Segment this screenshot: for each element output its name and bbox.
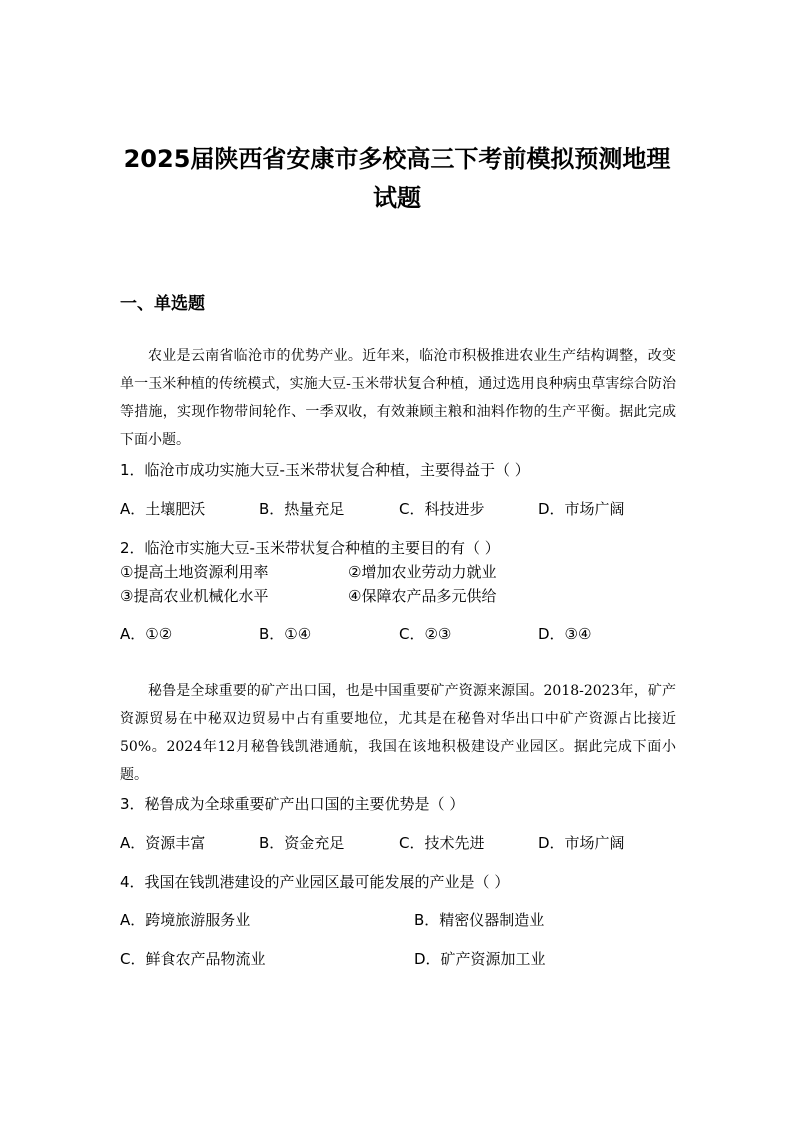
question-2-statement-2: ②增加农业劳动力就业 bbox=[348, 563, 497, 581]
question-4-option-b: B．精密仪器制造业 bbox=[414, 911, 545, 929]
question-1-option-b: B．热量充足 bbox=[259, 500, 345, 518]
passage-1: 农业是云南省临沧市的优势产业。近年来，临沧市积极推进农业生产结构调整，改变单一玉米种植的传统模式，实施大豆-玉米带状复合种植，通过选用良种病虫草害综合防治等措施，实现作物带间轮作、一季双收，有效兼顾主粮和油料作物的生产平衡。据此完成下面小题。 bbox=[120, 348, 676, 448]
question-4-option-d: D．矿产资源加工业 bbox=[414, 950, 546, 968]
question-2-statement-4: ④保障农产品多元供给 bbox=[348, 587, 497, 605]
question-1-option-c: C．科技进步 bbox=[399, 500, 485, 518]
question-1-option-a: A．土壤肥沃 bbox=[120, 500, 206, 518]
question-1-option-d: D．市场广阔 bbox=[538, 500, 625, 518]
question-4-stem: 4．我国在钱凯港建设的产业园区最可能发展的产业是（ ） bbox=[120, 873, 510, 891]
question-4-option-c: C．鲜食农产品物流业 bbox=[120, 950, 266, 968]
section-heading: 一、单选题 bbox=[120, 294, 205, 314]
question-2-option-b: B．①④ bbox=[259, 625, 312, 643]
page-title-continued: 试题 bbox=[373, 184, 421, 212]
passage-2: 秘鲁是全球重要的矿产出口国，也是中国重要矿产资源来源国。2018-2023年，矿产资源贸易在中秘双边贸易中占有重要地位，尤其是在秘鲁对华出口中矿产资源占比接近50%。2024年12月秘鲁钱凯港通航，我国在该地积极建设产业园区。据此完成下面小题。 bbox=[120, 683, 676, 783]
question-2-stem: 2．临沧市实施大豆-玉米带状复合种植的主要目的有（ ） bbox=[120, 539, 500, 557]
page-title: 2025届陕西省安康市多校高三下考前模拟预测地理 bbox=[123, 145, 671, 173]
question-1-stem: 1．临沧市成功实施大豆-玉米带状复合种植，主要得益于（ ） bbox=[120, 461, 530, 479]
question-3-option-b: B．资金充足 bbox=[259, 834, 345, 852]
question-2-statement-1: ①提高土地资源利用率 bbox=[120, 563, 269, 581]
question-4-option-a: A．跨境旅游服务业 bbox=[120, 911, 251, 929]
question-3-stem: 3．秘鲁成为全球重要矿产出口国的主要优势是（ ） bbox=[120, 795, 465, 813]
question-2-option-a: A．①② bbox=[120, 625, 173, 643]
question-2-option-d: D．③④ bbox=[538, 625, 592, 643]
question-3-option-c: C．技术先进 bbox=[399, 834, 485, 852]
question-3-option-a: A．资源丰富 bbox=[120, 834, 206, 852]
question-2-option-c: C．②③ bbox=[399, 625, 452, 643]
question-2-statement-3: ③提高农业机械化水平 bbox=[120, 587, 269, 605]
question-3-option-d: D．市场广阔 bbox=[538, 834, 625, 852]
